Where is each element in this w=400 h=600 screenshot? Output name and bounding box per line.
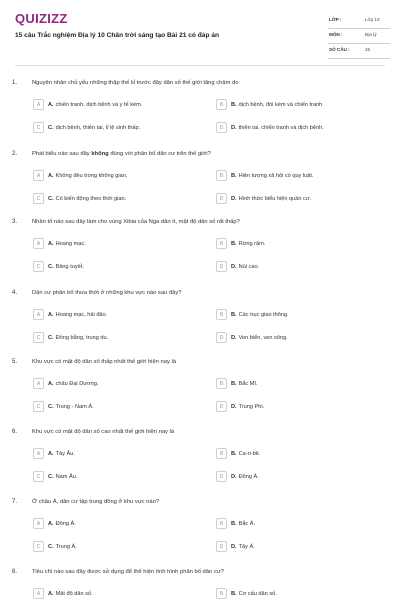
option-key: B. xyxy=(231,311,237,318)
option-a[interactable] xyxy=(33,98,142,111)
option-letter-box: B xyxy=(216,448,227,459)
option-text: thiên tai, chiến tranh và dịch bệnh. xyxy=(238,124,324,131)
option-letter-box: C xyxy=(33,193,44,204)
option-letter-box: C xyxy=(33,332,44,343)
meta-row-subject xyxy=(328,29,390,44)
meta-row-class xyxy=(328,14,390,29)
option-a[interactable] xyxy=(33,517,76,530)
option-letter-box: C xyxy=(33,122,44,133)
option-letter-box: D xyxy=(216,401,227,412)
option-letter-box: B xyxy=(216,378,227,389)
option-key: A. xyxy=(48,240,54,247)
question-number: 1. xyxy=(12,80,18,86)
option-letter-box: B xyxy=(216,238,227,249)
question-text-part: Nhân tố nào sau đây làm cho vùng Xibia của Nga dân ít, mật độ dân số rất thấp? xyxy=(32,219,240,225)
meta-value: Địa lý xyxy=(365,32,377,37)
option-d[interactable] xyxy=(216,540,255,553)
option-a[interactable] xyxy=(33,377,98,390)
option-text: Núi cao. xyxy=(238,263,260,270)
option-letter-box: D xyxy=(216,471,227,482)
option-text: Nam Âu. xyxy=(55,473,78,480)
option-key: D. xyxy=(231,543,237,550)
option-key: C. xyxy=(48,124,54,131)
question-text-part: Phát biểu nào sau đây xyxy=(32,151,92,157)
question-number: 3. xyxy=(12,219,18,225)
option-c[interactable] xyxy=(33,540,77,553)
option-key: A. xyxy=(48,590,54,597)
option-key: B. xyxy=(231,380,237,387)
option-key: D. xyxy=(231,403,237,410)
question-text-part: Dân cư phân bố thưa thớt ở những khu vực nào sau đây? xyxy=(32,290,182,296)
option-letter-box: A xyxy=(33,238,44,249)
option-key: C. xyxy=(48,263,54,270)
option-letter-box: C xyxy=(33,471,44,482)
option-a[interactable] xyxy=(33,308,107,321)
option-c[interactable] xyxy=(33,121,140,134)
option-text: Mật độ dân số. xyxy=(55,590,93,597)
question-text xyxy=(32,569,382,575)
option-letter-box: C xyxy=(33,401,44,412)
question-text xyxy=(32,151,382,157)
question-number: 6. xyxy=(12,429,18,435)
option-letter-box: C xyxy=(33,541,44,552)
option-letter-box: B xyxy=(216,309,227,320)
question-text-part: Khu vực có mật độ dân số cao nhất thế giới hiện nay là xyxy=(32,429,175,435)
question-text xyxy=(32,219,382,225)
option-d[interactable] xyxy=(216,400,264,413)
option-text: Ca-ri-bê. xyxy=(238,450,261,457)
option-key: D. xyxy=(231,473,237,480)
option-letter-box: A xyxy=(33,99,44,110)
option-text: dịch bệnh, đói kém và chiến tranh. xyxy=(238,101,324,108)
question-number: 7. xyxy=(12,499,18,505)
option-text: Đông Á. xyxy=(238,473,259,480)
option-text: Trung - Nam Á. xyxy=(55,403,94,410)
option-key: B. xyxy=(231,101,237,108)
option-key: D. xyxy=(231,124,237,131)
option-key: A. xyxy=(48,172,54,179)
option-b[interactable] xyxy=(216,169,313,182)
option-text: Không đều trong không gian. xyxy=(55,172,128,179)
page-title: 15 câu Trắc nghiệm Địa lý 10 Chân trời sáng tạo Bài 21 có đáp án xyxy=(15,32,220,39)
question-text-emphasis: không xyxy=(91,151,109,157)
option-letter-box: B xyxy=(216,170,227,181)
option-letter-box: D xyxy=(216,122,227,133)
question-text xyxy=(32,429,382,435)
header-divider xyxy=(15,65,385,66)
question-text xyxy=(32,499,382,505)
option-key: B. xyxy=(231,172,237,179)
option-key: C. xyxy=(48,334,54,341)
option-c[interactable] xyxy=(33,470,77,483)
option-d[interactable] xyxy=(216,470,259,483)
option-c[interactable] xyxy=(33,260,84,273)
option-text: Có biến động theo thời gian. xyxy=(55,195,127,202)
option-text: Các trục giao thông. xyxy=(238,311,289,318)
option-key: A. xyxy=(48,520,54,527)
option-key: D. xyxy=(231,195,237,202)
option-text: Trung Phi. xyxy=(238,403,265,410)
option-letter-box: B xyxy=(216,99,227,110)
option-letter-box: B xyxy=(216,588,227,599)
option-d[interactable] xyxy=(216,121,324,134)
question-text-part: đúng với phân bố dân cư trên thế giới? xyxy=(108,151,211,157)
question-number: 4. xyxy=(12,290,18,296)
meta-row-count xyxy=(328,44,390,59)
option-letter-box: D xyxy=(216,541,227,552)
question-text-part: Khu vực có mật độ dân số thấp nhất thế giới hiện nay là xyxy=(32,359,176,365)
question-number: 2. xyxy=(12,151,18,157)
option-letter-box: B xyxy=(216,518,227,529)
option-key: C. xyxy=(48,195,54,202)
option-b[interactable] xyxy=(216,377,258,390)
option-key: D. xyxy=(231,334,237,341)
option-letter-box: A xyxy=(33,518,44,529)
option-key: B. xyxy=(231,450,237,457)
option-text: chiến tranh, dịch bệnh và y tế kém. xyxy=(55,101,143,108)
option-text: Hiện tượng xã hội có quy luật. xyxy=(238,172,314,179)
option-text: Rừng rậm. xyxy=(238,240,266,247)
option-text: Tây Á. xyxy=(238,543,255,550)
quizizz-logo: QUIZIZZ xyxy=(15,11,68,26)
option-a[interactable] xyxy=(33,587,93,600)
option-key: B. xyxy=(231,240,237,247)
option-key: A. xyxy=(48,101,54,108)
question-text xyxy=(32,80,382,86)
option-d[interactable] xyxy=(216,192,311,205)
question-text-part: Tiêu chí nào sau đây được sử dụng để thể hiện tình hình phân bố dân cư? xyxy=(32,569,224,575)
option-key: A. xyxy=(48,450,54,457)
option-b[interactable] xyxy=(216,237,265,250)
option-text: Băng tuyết. xyxy=(55,263,84,270)
option-key: B. xyxy=(231,520,237,527)
option-letter-box: D xyxy=(216,193,227,204)
option-letter-box: D xyxy=(216,332,227,343)
option-a[interactable] xyxy=(33,237,86,250)
option-letter-box: A xyxy=(33,588,44,599)
option-text: Bắc Mĩ. xyxy=(238,380,258,387)
meta-value: 15 xyxy=(365,47,371,52)
option-text: dịch bệnh, thiên tai, tỉ lệ sinh thấp. xyxy=(55,124,141,131)
option-text: Hình thức biểu hiện quần cư. xyxy=(238,195,312,202)
question-text xyxy=(32,359,382,365)
meta-value: Lớp 10 xyxy=(365,17,380,22)
option-b[interactable] xyxy=(216,98,324,111)
meta-panel xyxy=(328,14,390,59)
option-c[interactable] xyxy=(33,400,94,413)
option-c[interactable] xyxy=(33,192,126,205)
option-key: A. xyxy=(48,380,54,387)
option-letter-box: A xyxy=(33,170,44,181)
option-text: Ven biển, ven sông. xyxy=(238,334,288,341)
option-key: A. xyxy=(48,311,54,318)
question-text xyxy=(32,290,382,296)
option-text: Bắc Á. xyxy=(238,520,256,527)
option-b[interactable] xyxy=(216,587,277,600)
option-text: Đông Á. xyxy=(55,520,76,527)
meta-key: MÔN : xyxy=(329,32,343,37)
meta-key: SỐ CÂU : xyxy=(329,47,350,52)
option-a[interactable] xyxy=(33,169,127,182)
option-letter-box: A xyxy=(33,309,44,320)
option-text: Cơ cấu dân số. xyxy=(238,590,277,597)
question-text-part: Ở châu Á, dân cư tập trung đông ở khu vực nào? xyxy=(32,499,160,505)
option-text: Đồng bằng, trung du. xyxy=(55,334,109,341)
option-key: C. xyxy=(48,473,54,480)
option-key: C. xyxy=(48,543,54,550)
option-text: Tây Âu. xyxy=(55,450,75,457)
option-letter-box: C xyxy=(33,261,44,272)
option-c[interactable] xyxy=(33,331,108,344)
question-number: 5. xyxy=(12,359,18,365)
option-d[interactable] xyxy=(216,260,259,273)
option-text: Hoang mạc, hải đảo. xyxy=(55,311,108,318)
option-key: C. xyxy=(48,403,54,410)
question-text-part: Nguyên nhân chủ yếu những thập thế kỉ trước đây dân số thế giới tăng chậm do xyxy=(32,80,239,86)
option-b[interactable] xyxy=(216,447,260,460)
meta-key: LỚP : xyxy=(329,17,342,22)
option-text: châu Đại Dương. xyxy=(55,380,99,387)
option-key: B. xyxy=(231,590,237,597)
option-letter-box: A xyxy=(33,448,44,459)
option-d[interactable] xyxy=(216,331,288,344)
option-b[interactable] xyxy=(216,308,289,321)
option-letter-box: A xyxy=(33,378,44,389)
option-text: Hoang mạc. xyxy=(55,240,86,247)
option-b[interactable] xyxy=(216,517,255,530)
option-text: Trung Á. xyxy=(55,543,77,550)
question-number: 8. xyxy=(12,569,18,575)
option-letter-box: D xyxy=(216,261,227,272)
option-a[interactable] xyxy=(33,447,75,460)
option-key: D. xyxy=(231,263,237,270)
